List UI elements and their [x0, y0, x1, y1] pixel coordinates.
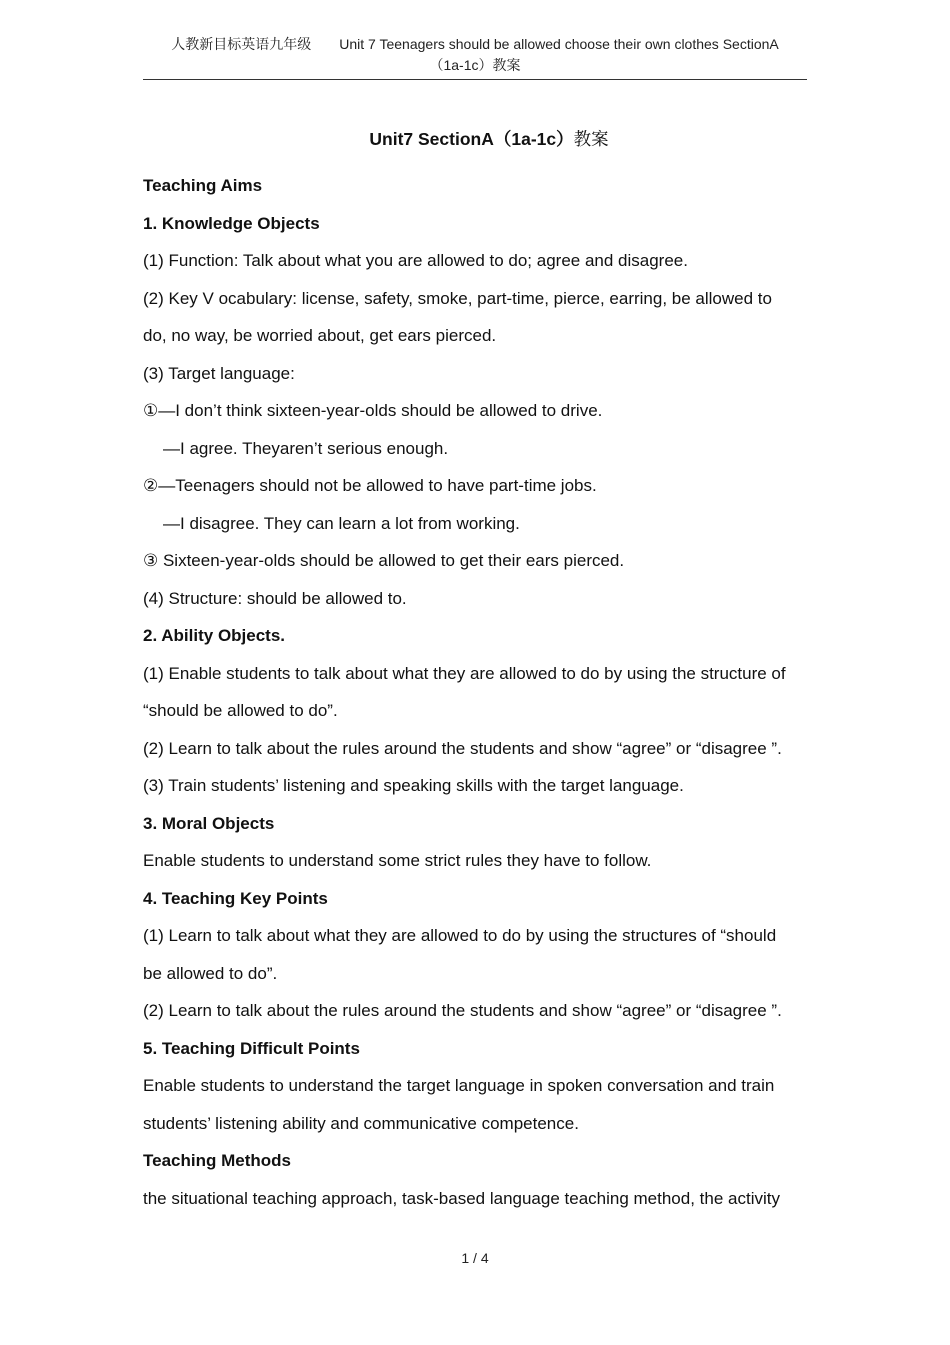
ability-item-3: (3) Train students’ listening and speaking skills with the target language.: [143, 776, 684, 795]
key-points-item-1-line-2: be allowed to do”.: [143, 963, 278, 983]
knowledge-objects-heading: 1. Knowledge Objects: [143, 213, 320, 233]
knowledge-target-language: (3) Target language:: [143, 363, 295, 383]
difficult-points-line-1: Enable students to understand the target language in spoken conversation and train: [143, 1076, 775, 1095]
knowledge-structure: (4) Structure: should be allowed to.: [143, 588, 407, 608]
key-points-item-1-line-1: (1) Learn to talk about what they are allowed to do by using the structures of “should: [143, 926, 777, 945]
dialog-2-line-b: —I disagree. They can learn a lot from working.: [163, 513, 520, 533]
ability-objects-heading: 2. Ability Objects.: [143, 626, 286, 645]
dialog-3-line: ③ Sixteen-year-olds should be allowed to get their ears pierced.: [143, 551, 625, 570]
key-points-heading: 4. Teaching Key Points: [143, 888, 328, 908]
teaching-aims-heading: Teaching Aims: [143, 176, 263, 195]
key-points-item-2: (2) Learn to talk about the rules around the students and show “agree” or “disagree ”.: [143, 1001, 782, 1020]
moral-objects-heading: 3. Moral Objects: [143, 813, 275, 833]
document-title: [143, 126, 833, 152]
document-title-cn: 教案: [573, 129, 609, 149]
ability-item-1-line-1: (1) Enable students to talk about what they are allowed to do by using the structure of: [143, 663, 786, 683]
knowledge-function: (1) Function: Talk about what you are allowed to do; agree and disagree.: [143, 251, 688, 270]
document-body: [143, 126, 833, 1217]
page-header: [143, 34, 807, 76]
ability-item-1-line-2: “should be allowed to do”.: [143, 701, 338, 720]
page-number: 1 / 4: [461, 1250, 489, 1266]
difficult-points-line-2: students’ listening ability and communicative competence.: [143, 1113, 579, 1133]
knowledge-vocabulary-line-2: do, no way, be worried about, get ears pierced.: [143, 326, 497, 345]
dialog-2-line-a: ②—Teenagers should not be allowed to have part-time jobs.: [143, 476, 597, 495]
document-title-en: Unit7 SectionA（1a-1c）: [369, 129, 574, 149]
teaching-methods-heading: Teaching Methods: [143, 1151, 291, 1170]
difficult-points-heading: 5. Teaching Difficult Points: [143, 1038, 360, 1058]
knowledge-vocabulary-line-1: (2) Key V ocabulary: license, safety, smoke, part-time, pierce, earring, be allowed to: [143, 288, 772, 308]
header-line-1: [143, 34, 807, 55]
header-title-line-1: Unit 7 Teenagers should be allowed choose their own clothes SectionA: [339, 36, 779, 52]
teaching-methods-line-1: the situational teaching approach, task-based language teaching method, the activity: [143, 1188, 780, 1208]
ability-item-2: (2) Learn to talk about the rules around the students and show “agree” or “disagree ”.: [143, 738, 782, 758]
header-title-line-2: （1a-1c）教案: [429, 57, 521, 73]
header-series: 人教新目标英语九年级: [171, 36, 312, 52]
header-divider: [143, 79, 807, 80]
dialog-1-line-a: ①—I don’t think sixteen-year-olds should be allowed to drive.: [143, 401, 603, 420]
dialog-1-line-b: —I agree. Theyaren’t serious enough.: [163, 438, 449, 458]
moral-objects-text: Enable students to understand some strict rules they have to follow.: [143, 851, 652, 870]
